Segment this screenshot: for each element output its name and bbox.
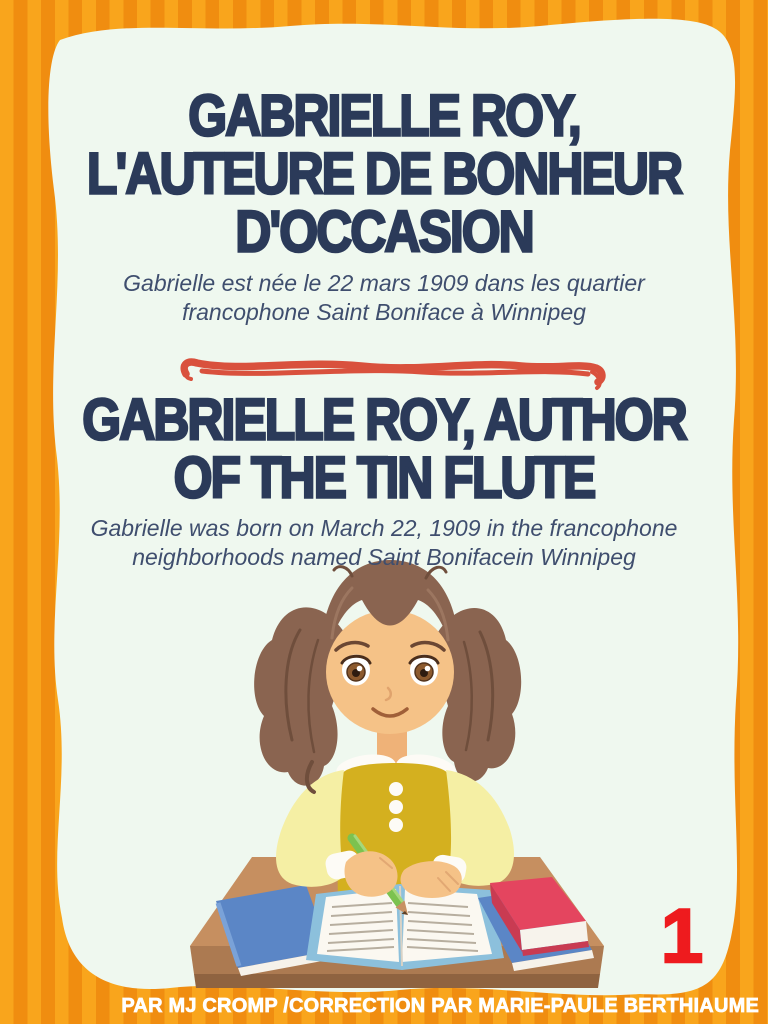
title-french (0, 83, 768, 265)
subtitle-english-line-2: neighborhoods named Saint Bonifacein Winnipeg (132, 544, 636, 570)
subtitle-french-line-2: francophone Saint Boniface à Winnipeg (182, 299, 586, 325)
open-notebook (306, 884, 504, 970)
title-french-line-1: GABRIELLE ROY, (188, 83, 580, 149)
girl (254, 560, 521, 905)
title-french-line-3: D'OCCASION (235, 199, 533, 265)
page-number: 1 (660, 894, 704, 979)
title-french-line-2: L'AUTEURE DE BONHEUR (86, 141, 682, 207)
footer-credit: PAR MJ CROMP /CORRECTION PAR MARIE-PAULE BERTHIAUME (121, 995, 759, 1017)
title-english-line-2: OF THE TIN FLUTE (173, 445, 595, 511)
subtitle-english (0, 514, 768, 572)
subtitle-french-line-1: Gabrielle est née le 22 mars 1909 dans les quartier (123, 270, 645, 296)
title-english-line-1: GABRIELLE ROY, AUTHOR (82, 387, 686, 453)
subtitle-french (0, 269, 768, 327)
subtitle-english-line-1: Gabrielle was born on March 22, 1909 in the francophone (90, 515, 678, 541)
title-english (0, 387, 768, 511)
